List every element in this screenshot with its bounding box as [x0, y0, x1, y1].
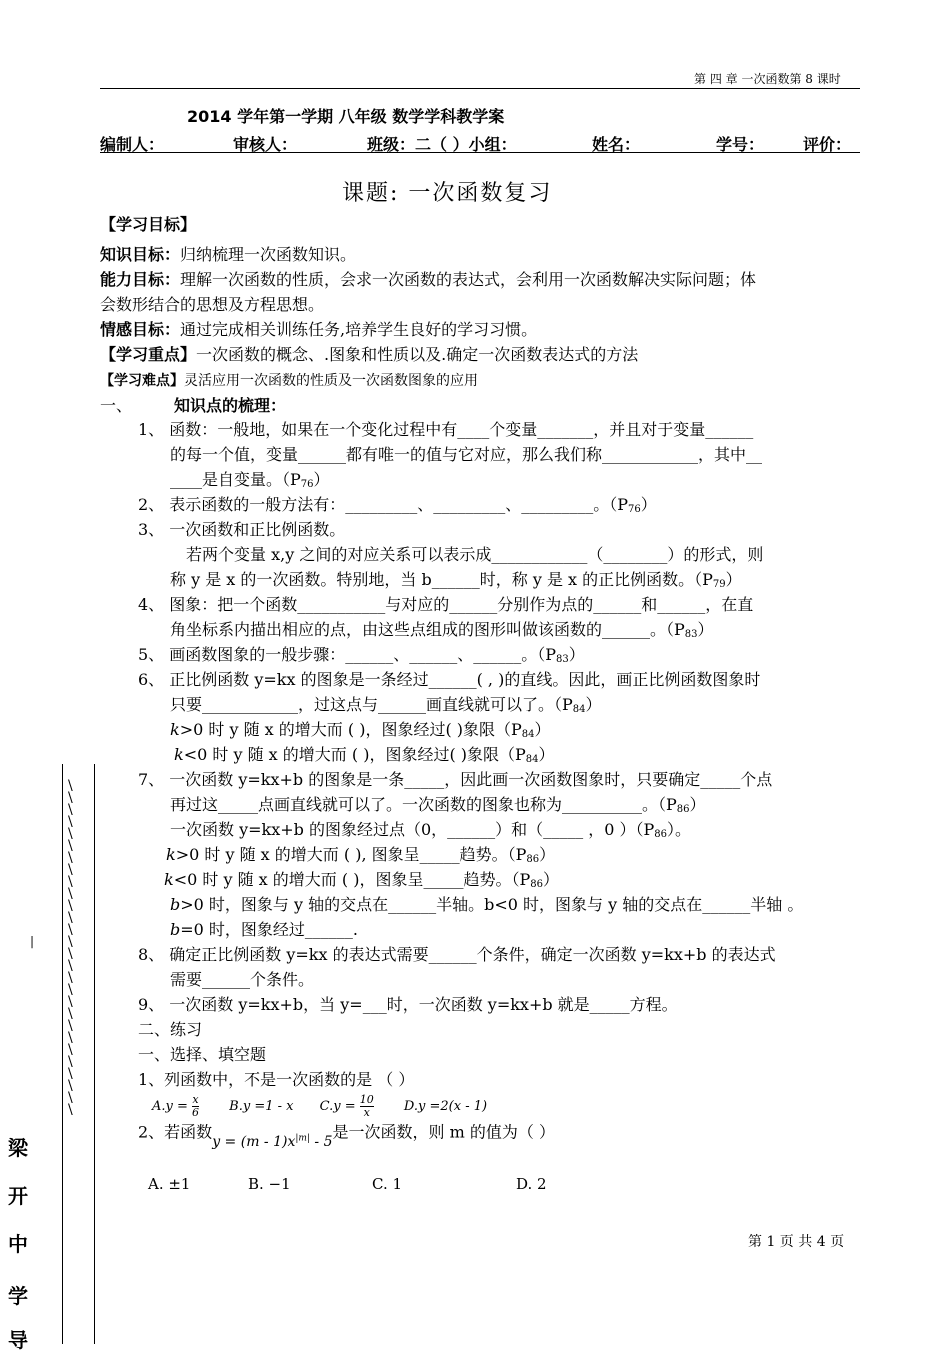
section1-heading: [100, 394, 286, 418]
knowledge-text: 归纳梳理一次函数知识。: [180, 245, 357, 264]
item8-line2: 需要______个条件。: [170, 970, 315, 989]
item4-line1: 4、 图象：把一个函数___________与对应的______分别作为点的______和______，在直: [138, 595, 754, 614]
running-title: 第 四 章 一次函数第 8 课时: [694, 72, 841, 86]
item1-line1: 1、 函数：一般地，如果在一个变化过程中有____个变量_______，并且对于变量______: [138, 420, 754, 439]
item7-line3-end: ）。: [667, 820, 692, 839]
side-char-5: 导: [8, 1328, 28, 1352]
item2-text: 2、 表示函数的一般方法有：_________、_________、_________。（P: [138, 495, 629, 514]
formula-base: y = (m - 1)x: [212, 1133, 296, 1150]
page-ref: 86: [530, 879, 543, 890]
item6-line2: 只要____________，过这点与______画直线就可以了。$(P_{84})$: [170, 695, 602, 715]
key-points: [100, 343, 638, 367]
question-2-post: 是一次函数，则 m 的值为（ ）: [332, 1122, 555, 1142]
item6-line3-text: >0 时 y 随 x 的增大而 ( )，图象经过( )象限（P: [179, 720, 522, 739]
info-student-label: 姓名：: [592, 135, 641, 154]
side-char-3: 中: [8, 1232, 28, 1256]
diff-label: 【学习难点】: [100, 373, 184, 389]
question-2-option-d: D. 2: [516, 1175, 547, 1193]
section1-num: 一、: [100, 396, 133, 415]
item7-line2-text: 再过这_____点画直线就可以了。一次函数的图象也称为__________。（P: [170, 795, 677, 814]
info-class-label: 班级：二（ ）小组：: [367, 135, 517, 154]
key-label: 【学习重点】: [100, 345, 197, 364]
doc-title: 2014 学年第一学期 八年级 数学学科教学案: [187, 107, 505, 126]
item4-line2: 角坐标系内描出相应的点，由这些点组成的图形叫做该函数的______。$(P_{83})$: [170, 620, 714, 640]
item6-line1: 6、 正比例函数 y=kx 的图象是一条经过______( , )的直线。因此，画正比例函数图象时: [138, 670, 761, 689]
item7-line6-text: >0 时，图象与 y 轴的交点在______半轴。b<0 时，图象与 y 轴的交点在______半轴 。: [180, 895, 804, 914]
goals-heading: 【学习目标】: [100, 215, 197, 234]
page-ref: 84: [525, 754, 539, 765]
emotion-label: 情感目标：: [100, 320, 181, 339]
binding-line-left: [62, 764, 63, 1344]
item6-line4-text: <0 时 y 随 x 的增大而 ( )，图象经过( )象限（P: [183, 745, 526, 764]
option-a: A.y =: [152, 1099, 188, 1114]
diff-text: 灵活应用一次函数的性质及一次函数图象的应用: [184, 373, 478, 389]
emotion-text: 通过完成相关训练任务,培养学生良好的学习习惯。: [180, 320, 538, 339]
page-ref: 76: [628, 504, 641, 515]
item4-line2-text: 角坐标系内描出相应的点，由这些点组成的图形叫做该函数的______。（P: [170, 620, 685, 639]
item8-line1: 8、 确定正比例函数 y=kx 的表达式需要______个条件，确定一次函数 y=kx+b 的表达式: [138, 945, 776, 964]
ability-label: 能力目标：: [100, 270, 181, 289]
page-ref: 84: [572, 704, 586, 715]
item6-line4: k<0 时 y 随 x 的增大而 ( )，图象经过( )象限$(P_{84})$: [174, 745, 555, 765]
question-2-option-c: C. 1: [372, 1175, 403, 1193]
item3-line2: 称 y 是 x 的一次函数。特别地，当 b______时，称 y 是 x 的正比例函数。$(P_{79})$: [170, 570, 742, 590]
fraction-c-num: 10: [359, 1093, 374, 1106]
item7-line4-text: >0 时 y 随 x 的增大而 ( ), 图象呈_____趋势。（P: [175, 845, 527, 864]
question-1: 1、列函数中，不是一次函数的是 （ ）: [138, 1070, 415, 1089]
fraction-a-num: x: [192, 1093, 199, 1106]
fraction-a: [192, 1094, 199, 1119]
item2: 2、 表示函数的一般方法有：_________、_________、_________。$(P_{76})$: [138, 495, 657, 515]
lesson-title: 课题: 一次函数复习: [342, 181, 553, 206]
page-ref: 79: [712, 579, 726, 590]
item7-line5-text: <0 时 y 随 x 的增大而 ( )，图象呈_____趋势。（P: [173, 870, 531, 889]
header-rule: [100, 88, 860, 89]
option-c: C.y =: [319, 1099, 356, 1114]
formula-tail: - 5: [309, 1133, 333, 1150]
item7-line3-text: 一次函数 y=kx+b 的图象经过点（0，______）和（_____ ，0 ）（P: [170, 820, 655, 839]
question-2-option-b: B. −1: [248, 1175, 291, 1193]
emotion-goal: [100, 318, 537, 342]
question-2-pre: 2、若函数: [138, 1122, 213, 1142]
page-ref: 76: [300, 479, 314, 490]
info-name-label: 编制人：: [100, 135, 165, 154]
side-char-4: 学: [8, 1284, 28, 1308]
item1-line3: ____是自变量。$(P_{76})$: [170, 470, 330, 490]
section2-subheading: 一、选择、填空题: [138, 1045, 267, 1064]
item7-line7-text: =0 时，图象经过______.: [180, 920, 359, 939]
key-text: 一次函数的概念、.图象和性质以及.确定一次函数表达式的方法: [196, 345, 639, 364]
side-char-1: 梁: [8, 1136, 28, 1160]
page-ref: 84: [521, 729, 535, 740]
item3-line2-text: 称 y 是 x 的一次函数。特别地，当 b______时，称 y 是 x 的正比例函数。（P: [170, 570, 713, 589]
item7-line1: 7、 一次函数 y=kx+b 的图象是一条_____，因此画一次函数图象时，只要确定_____个点: [138, 770, 773, 789]
info-reviewer-label: 审核人：: [233, 135, 298, 154]
item7-line6: b>0 时，图象与 y 轴的交点在______半轴。b<0 时，图象与 y 轴的交点在______半轴 。: [170, 895, 804, 914]
fraction-c: [360, 1094, 374, 1119]
question-1-options: [152, 1094, 487, 1119]
page-ref: 86: [654, 829, 668, 840]
item3: 3、 一次函数和正比例函数。: [138, 520, 346, 539]
info-number-label: 学号：: [716, 135, 765, 154]
question-2-option-a: A. ±1: [148, 1175, 191, 1193]
item6-line3: k>0 时 y 随 x 的增大而 ( )，图象经过( )象限$(P_{84})$: [170, 720, 551, 740]
item1-line2: 的每一个值，变量______都有唯一的值与它对应，那么我们称____________，其中__: [170, 445, 763, 464]
info-grade-label: 评价：: [803, 135, 852, 154]
question-2: [138, 1118, 555, 1150]
ability-text-1: 理解一次函数的性质，会求一次函数的表达式，会利用一次函数解决实际问题；体: [180, 270, 757, 289]
section2-heading: 二、练习: [138, 1020, 203, 1039]
item9: 9、 一次函数 y=kx+b，当 y=___时，一次函数 y=kx+b 就是_____方程。: [138, 995, 678, 1014]
page-ref: 83: [556, 654, 569, 665]
knowledge-label: 知识目标：: [100, 245, 181, 264]
ability-goal: [100, 268, 756, 292]
page-footer: 第 1 页 共 4 页: [748, 1234, 845, 1250]
section1-title: 知识点的梳理：: [174, 396, 287, 415]
item1-line3-text: ____是自变量。（P: [170, 470, 301, 489]
binding-line: [94, 764, 95, 1344]
side-char-2: 开: [8, 1184, 28, 1208]
info-rule: [100, 152, 860, 153]
knowledge-goal: [100, 243, 356, 267]
formula-exponent: |m|: [295, 1133, 310, 1143]
question-2-formula: [212, 1134, 332, 1150]
item5-text: 5、 画函数图象的一般步骤：______、______、______。（P: [138, 645, 557, 664]
page-ref: 86: [526, 854, 540, 865]
item7-line7: b=0 时，图象经过______.: [170, 920, 359, 939]
item6-line2-text: 只要____________，过这点与______画直线就可以了。（P: [170, 695, 573, 714]
fraction-c-den: x: [363, 1106, 370, 1119]
option-b: B.y =1 - x: [229, 1099, 294, 1114]
item3-line1: 若两个变量 x,y 之间的对应关系可以表示成____________（________）的形式，则: [186, 545, 764, 564]
item7-line2: 再过这_____点画直线就可以了。一次函数的图象也称为__________。$(P_{86})$: [170, 795, 706, 815]
page-ref: 83: [684, 629, 698, 640]
binding-mark: |: [30, 934, 35, 948]
item5: 5、 画函数图象的一般步骤：______、______、______。$(P_{83})$: [138, 645, 585, 665]
binding-hatch: \ \ \ \ \ \ \ \ \ \ \ \ \ \ \ \ \ \ \ \ \ \ \ \ \ \ \ \: [68, 778, 73, 1118]
option-d: D.y =2(x - 1): [403, 1099, 488, 1114]
page-ref: 86: [676, 804, 690, 815]
item7-line5: k<0 时 y 随 x 的增大而 ( )，图象呈_____趋势。$(P_{86})$: [164, 870, 559, 890]
fraction-a-den: 6: [192, 1106, 200, 1119]
difficult-points: [100, 369, 478, 393]
ability-goal-cont: 会数形结合的思想及方程思想。: [100, 295, 325, 314]
item7-line4: k>0 时 y 随 x 的增大而 ( ), 图象呈_____趋势。$(P_{86})$: [166, 845, 556, 865]
